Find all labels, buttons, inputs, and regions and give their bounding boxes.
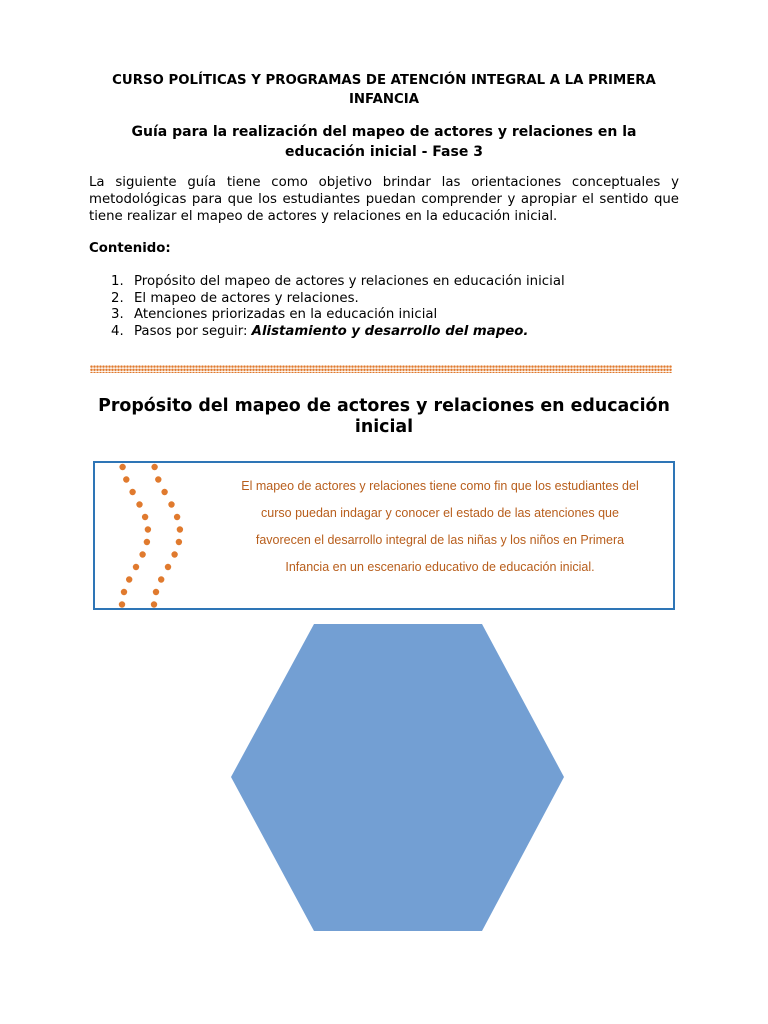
decorative-dot bbox=[136, 501, 142, 507]
toc-text: Propósito del mapeo de actores y relaciones en educación inicial bbox=[134, 274, 565, 289]
dotted-divider bbox=[90, 365, 672, 373]
section-heading: Propósito del mapeo de actores y relaciones en educación inicial bbox=[98, 396, 670, 437]
contents-heading: Contenido: bbox=[89, 241, 171, 256]
decorative-dot bbox=[153, 589, 159, 595]
purpose-callout-box bbox=[93, 461, 675, 610]
toc-text: El mapeo de actores y relaciones. bbox=[134, 290, 359, 306]
hexagon-shape bbox=[230, 623, 566, 933]
toc-item bbox=[111, 291, 565, 308]
guide-title: Guía para la realización del mapeo de actores y relaciones en la educación inicial - Fase 3 bbox=[131, 124, 637, 160]
callout-text: El mapeo de actores y relaciones tiene como fin que los estudiantes del curso puedan indagar y conocer el estado de las atenciones que favorecen el desarrollo integral de las niñas y los niños en Primera Infancia en un escenario educativo de educación inicial. bbox=[241, 479, 639, 574]
decorative-dot bbox=[126, 576, 132, 582]
table-of-contents bbox=[111, 274, 565, 340]
decorative-dot bbox=[119, 464, 125, 470]
decorative-dot bbox=[142, 514, 148, 520]
decorative-dot bbox=[176, 539, 182, 545]
decorative-dot bbox=[139, 551, 145, 557]
toc-number: 2. bbox=[111, 290, 124, 306]
decorative-dot bbox=[121, 589, 127, 595]
decorative-dot bbox=[133, 564, 139, 570]
decorative-dot bbox=[165, 564, 171, 570]
decorative-dot bbox=[144, 539, 150, 545]
intro-paragraph: La siguiente guía tiene como objetivo brindar las orientaciones conceptuales y metodológicas para que los estudiantes puedan comprender y apropiar el sentido que tiene realizar el mapeo de actores y relaciones en la educación inicial. bbox=[89, 175, 679, 224]
toc-number: 1. bbox=[111, 274, 124, 289]
decorative-dot bbox=[145, 526, 151, 532]
decorative-dot bbox=[161, 489, 167, 495]
toc-item bbox=[111, 274, 565, 291]
toc-item bbox=[111, 307, 565, 324]
decorative-dot bbox=[177, 526, 183, 532]
wavy-dots-decoration bbox=[95, 463, 215, 608]
toc-number: 3. bbox=[111, 307, 124, 322]
decorative-dot bbox=[123, 476, 129, 482]
toc-item bbox=[111, 324, 565, 341]
toc-emphasis: Alistamiento y desarrollo del mapeo. bbox=[251, 323, 529, 339]
toc-text: Pasos por seguir: bbox=[134, 323, 252, 339]
decorative-dot bbox=[158, 576, 164, 582]
decorative-dot bbox=[151, 464, 157, 470]
decorative-dot bbox=[129, 489, 135, 495]
decorative-dot bbox=[174, 514, 180, 520]
decorative-dot bbox=[119, 601, 125, 607]
decorative-dot bbox=[151, 601, 157, 607]
decorative-dot bbox=[171, 551, 177, 557]
toc-number: 4. bbox=[111, 323, 124, 339]
toc-text: Atenciones priorizadas en la educación inicial bbox=[134, 307, 438, 322]
decorative-dot bbox=[155, 476, 161, 482]
course-title: CURSO POLÍTICAS Y PROGRAMAS DE ATENCIÓN INTEGRAL A LA PRIMERA INFANCIA bbox=[112, 73, 656, 107]
decorative-dot bbox=[168, 501, 174, 507]
